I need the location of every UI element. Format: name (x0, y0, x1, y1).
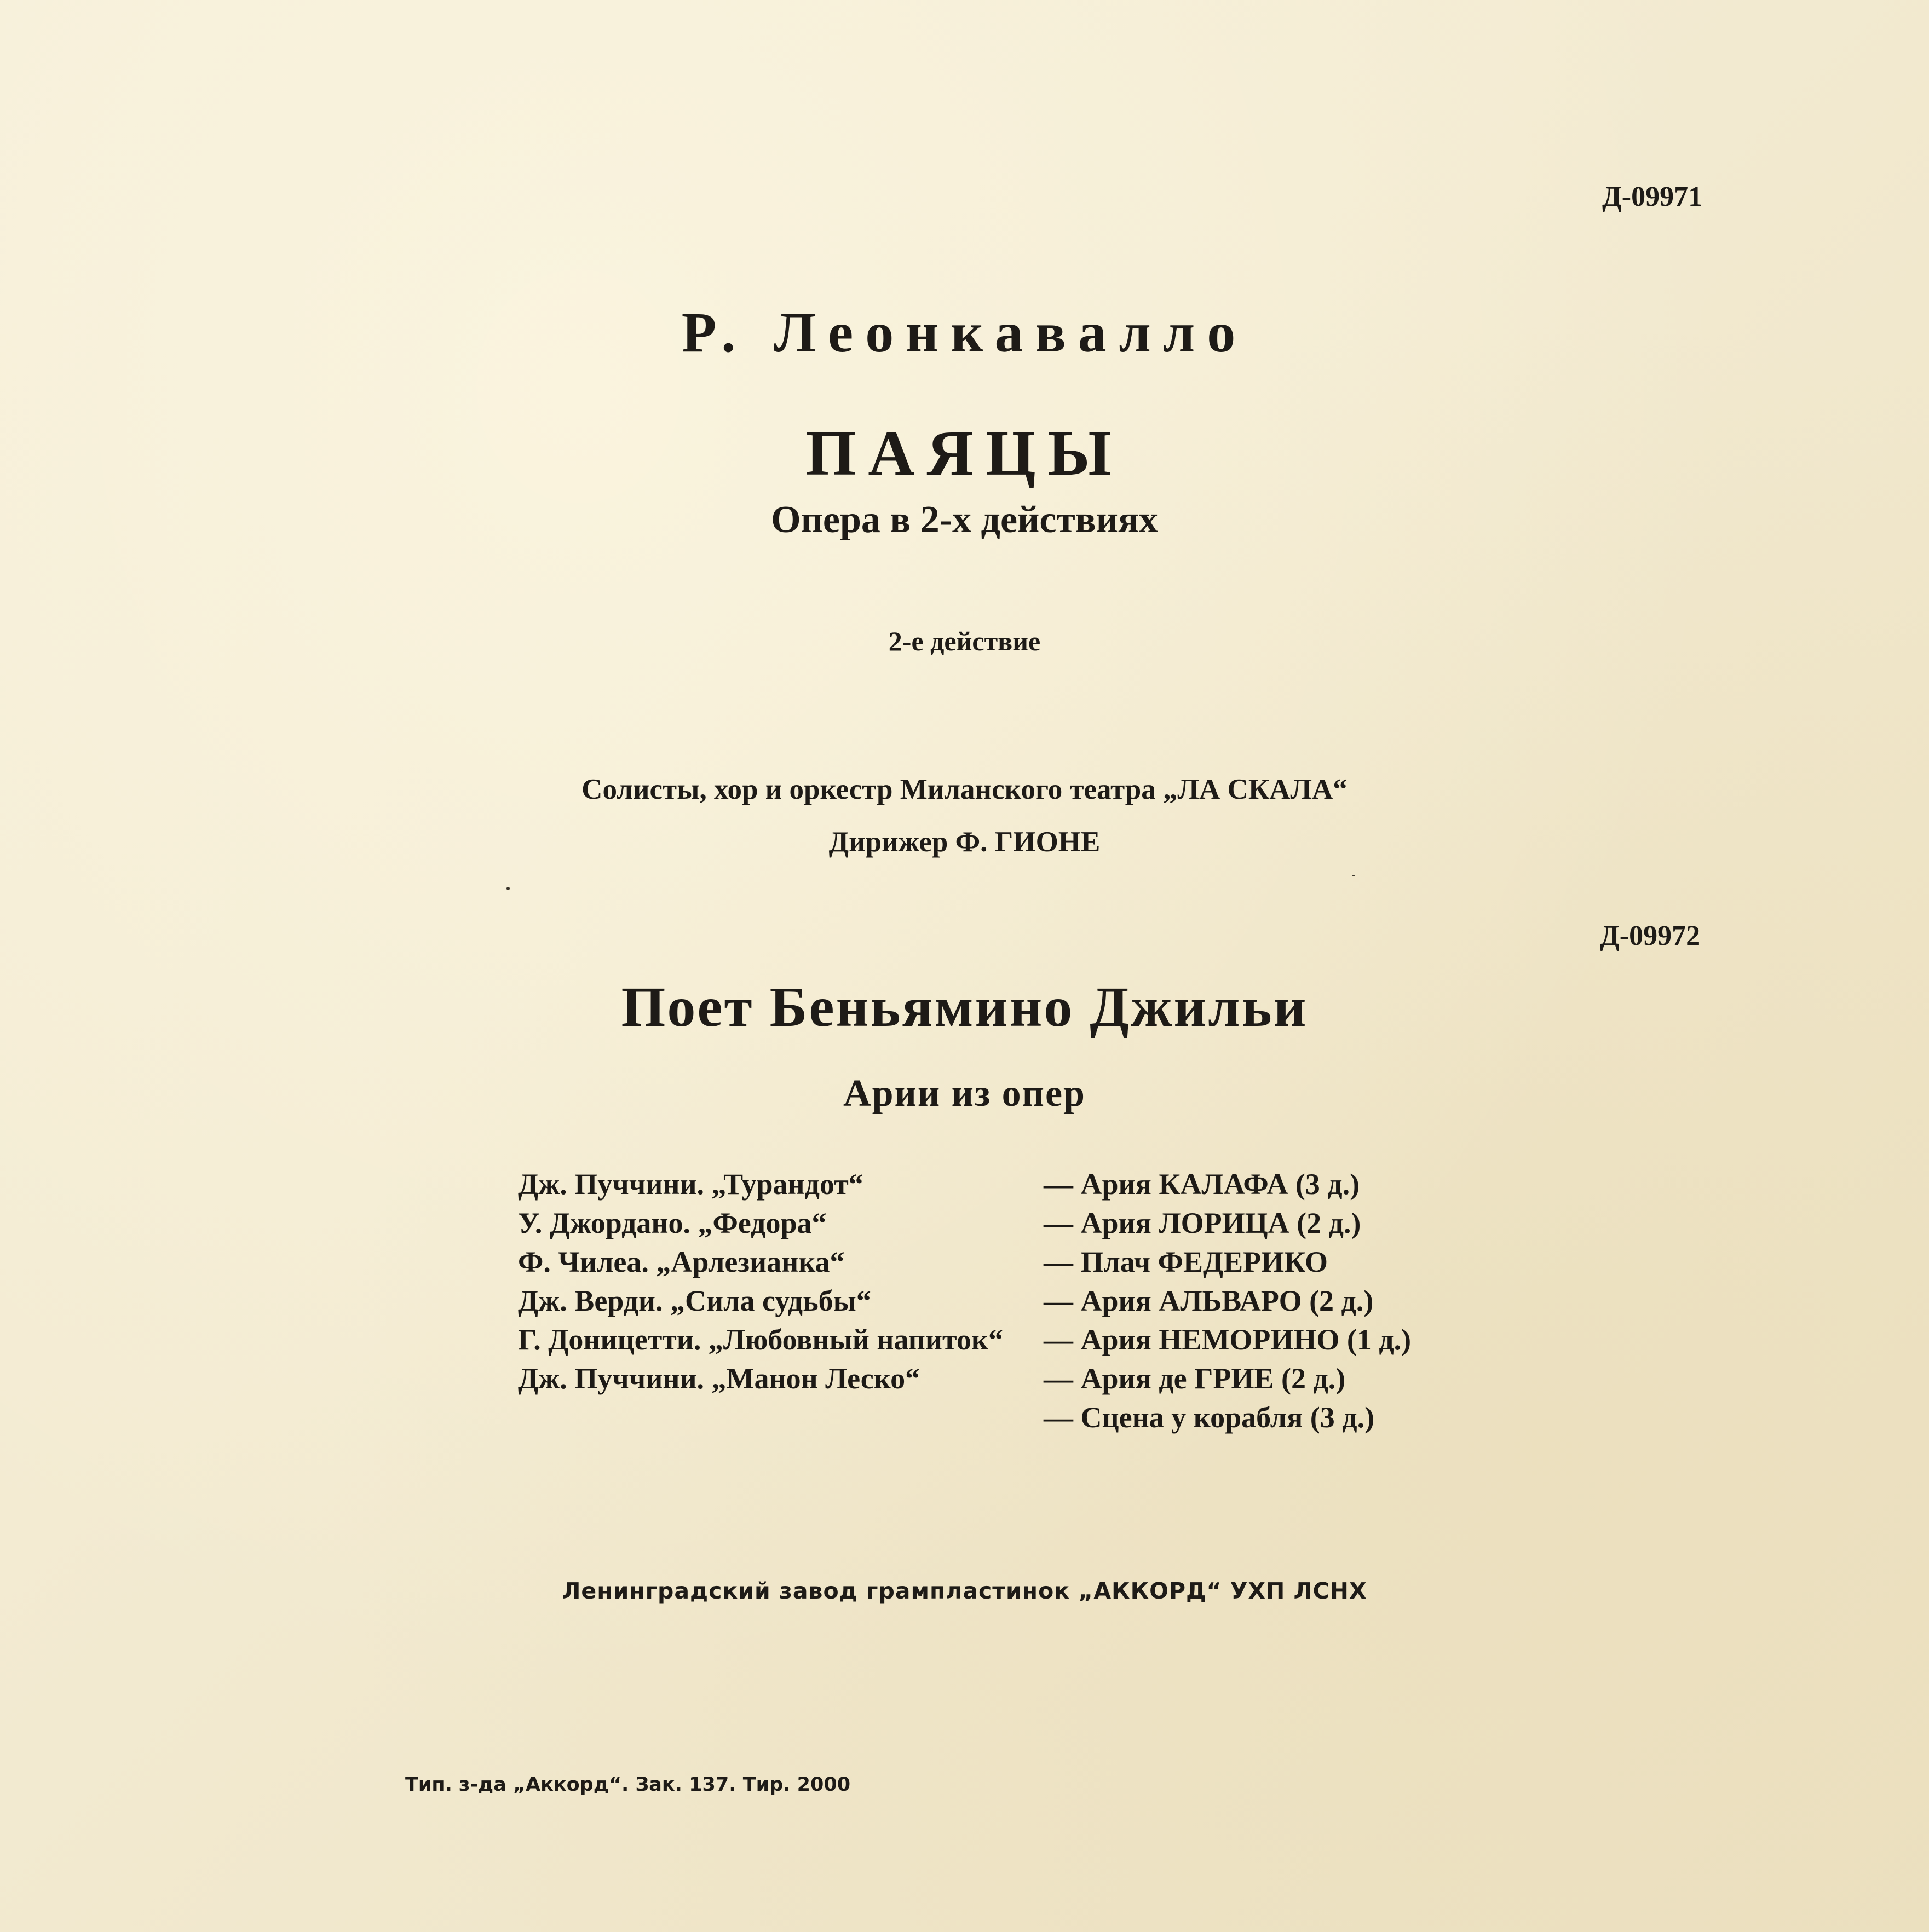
track-row (518, 1284, 1613, 1323)
section-title: Арии из опер (843, 1072, 1086, 1115)
opera-subtitle: Опера в 2-х действиях (771, 499, 1158, 541)
track-aria: — Ария де ГРИЕ (2 д.) (1044, 1362, 1346, 1395)
ink-speck (1352, 875, 1355, 876)
opera-title: ПАЯЦЫ (805, 417, 1124, 489)
track-source: Дж. Пуччини. „Турандот“ (518, 1168, 863, 1201)
track-aria: — Плач ФЕДЕРИКО (1044, 1245, 1328, 1278)
track-source: Дж. Верди. „Сила судьбы“ (518, 1284, 871, 1317)
catalog-number: Д-09971 (1602, 181, 1703, 212)
composer-name: Р. Леонкавалло (681, 301, 1248, 364)
track-aria: — Ария АЛЬВАРО (2 д.) (1044, 1284, 1374, 1317)
track-row (518, 1167, 1613, 1206)
performers-credit: Солисты, хор и оркестр Миланского театра „ЛА СКАЛА“ (581, 774, 1348, 805)
track-row (518, 1323, 1613, 1362)
singer-title: Поет Беньямино Джильи (621, 976, 1308, 1039)
catalog-number: Д-09972 (1600, 920, 1701, 951)
track-aria: — Ария КАЛАФА (3 д.) (1044, 1168, 1360, 1201)
manufacturer-credit: Ленинградский завод грампластинок „АККОРД“ УХП ЛСНХ (562, 1578, 1367, 1604)
track-row (518, 1206, 1613, 1245)
conductor-credit: Дирижер Ф. ГИОНЕ (828, 826, 1101, 858)
track-aria: — Ария ЛОРИЦА (2 д.) (1044, 1207, 1361, 1239)
track-source: Ф. Чилеа. „Арлезианка“ (518, 1245, 845, 1278)
act-label: 2-е действие (888, 626, 1041, 656)
track-aria: — Ария НЕМОРИНО (1 д.) (1044, 1323, 1412, 1356)
print-info: Тип. з-да „Аккорд“. Зак. 137. Тир. 2000 (405, 1774, 851, 1796)
track-row (518, 1362, 1613, 1400)
track-list (518, 1167, 1613, 1452)
track-row (518, 1245, 1613, 1284)
ink-speck (506, 887, 510, 890)
track-aria: — Сцена у корабля (3 д.) (1044, 1401, 1375, 1434)
track-source: Дж. Пуччини. „Манон Леско“ (518, 1362, 920, 1395)
track-source: У. Джордано. „Федора“ (518, 1207, 827, 1239)
track-row (518, 1400, 1613, 1439)
track-source: Г. Доницетти. „Любовный напиток“ (518, 1323, 1003, 1356)
